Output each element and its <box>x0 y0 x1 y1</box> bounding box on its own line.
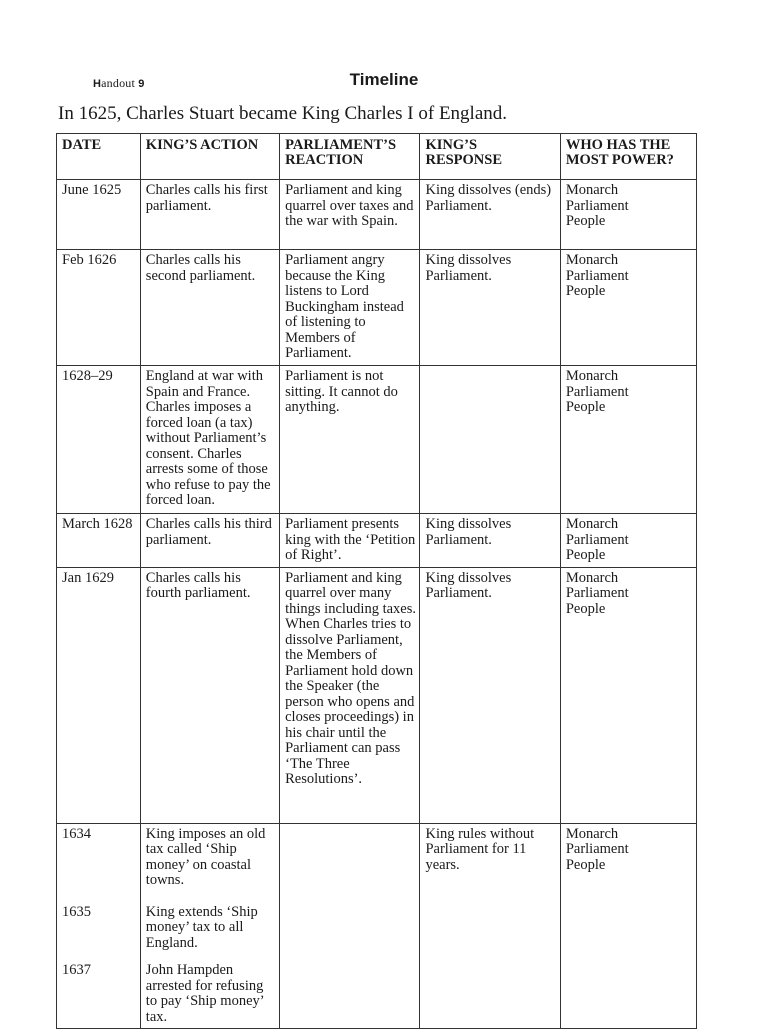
date-cell: 1628–29 <box>57 366 141 514</box>
action-entry: King imposes an old tax called ‘Ship money’ on coastal towns. <box>145 825 266 888</box>
reaction-cell: Parliament and king quarrel over many things including taxes. When Charles tries to dissolve Parliament, the Members of Parliament hold down the Speaker (the person who opens and closes proceedings) in his chair until the Parliament can pass ‘The Three Resolutions’. <box>280 567 420 823</box>
power-option: People <box>565 399 606 415</box>
power-cell <box>560 823 696 1029</box>
action-cell <box>140 823 279 1029</box>
power-cell <box>560 180 696 250</box>
power-option: Parliament <box>565 197 629 214</box>
intro-text: In 1625, Charles Stuart became King Charles I of England. <box>58 103 508 124</box>
date-cell: Feb 1626 <box>57 250 141 366</box>
table-row <box>57 514 697 568</box>
power-option: People <box>565 547 606 563</box>
power-option: Parliament <box>565 841 629 857</box>
action-cell: Charles calls his second parliament. <box>140 250 279 366</box>
power-option: Parliament <box>565 267 629 284</box>
action-cell: England at war with Spain and France. Charles imposes a forced loan (a tax) without Parliament’s consent. Charles arrests some of those who refuse to pay the forced loan. <box>140 366 279 514</box>
header-date: DATE <box>57 134 141 180</box>
table-row <box>57 823 697 1029</box>
header-who-has-power: WHO HAS THE MOST POWER? <box>560 134 696 180</box>
date-cell <box>57 823 141 1029</box>
reaction-cell: Parliament is not sitting. It cannot do anything. <box>280 366 420 514</box>
power-option: Monarch <box>565 569 619 586</box>
date-entry: 1637 <box>62 962 91 978</box>
power-option: Monarch <box>565 182 619 198</box>
reaction-cell: Parliament presents king with the ‘Petition of Right’. <box>280 514 420 568</box>
action-entry: John Hampden arrested for refusing to pay ‘Ship money’ tax. <box>145 962 264 1025</box>
header-parliaments-reaction: PARLIAMENT’S REACTION <box>280 134 420 180</box>
table-header-row <box>57 134 697 180</box>
date-cell: June 1625 <box>57 180 141 250</box>
page-title: Timeline <box>349 70 419 89</box>
reaction-cell: Parliament and king quarrel over taxes and the war with Spain. <box>280 180 420 250</box>
response-cell: King rules without Parliament for 11 years. <box>420 823 560 1029</box>
table-row <box>57 366 697 514</box>
response-cell: King dissolves Parliament. <box>420 567 560 823</box>
response-cell: King dissolves (ends) Parliament. <box>420 180 560 250</box>
date-cell: Jan 1629 <box>57 567 141 823</box>
handout-word: andout <box>101 76 136 90</box>
power-cell <box>560 250 696 366</box>
power-option: Monarch <box>565 516 619 532</box>
power-option: Parliament <box>565 585 629 601</box>
table-row <box>57 567 697 823</box>
action-cell: Charles calls his fourth parliament. <box>140 567 279 823</box>
handout-number: 9 <box>138 78 145 90</box>
power-option: Monarch <box>565 368 619 384</box>
action-entry: King extends ‘Ship money’ tax to all England. <box>145 903 258 951</box>
header-kings-response: KING’S RESPONSE <box>420 134 560 180</box>
power-cell <box>560 366 696 514</box>
action-cell: Charles calls his third parliament. <box>140 514 279 568</box>
table-row <box>57 180 697 250</box>
power-cell <box>560 514 696 568</box>
date-cell: March 1628 <box>57 514 141 568</box>
power-option: People <box>565 600 606 617</box>
date-entry: 1635 <box>62 903 91 920</box>
table-row <box>57 250 697 366</box>
power-option: Parliament <box>565 531 629 548</box>
reaction-cell: Parliament angry because the King listens to Lord Buckingham instead of listening to Members of Parliament. <box>280 250 420 366</box>
power-option: Monarch <box>565 825 619 842</box>
date-entry: 1634 <box>62 825 91 842</box>
power-option: People <box>565 856 606 873</box>
power-option: People <box>565 213 606 229</box>
power-cell <box>560 567 696 823</box>
timeline-table <box>56 133 697 1029</box>
action-cell: Charles calls his first parliament. <box>140 180 279 250</box>
power-option: Monarch <box>565 252 619 268</box>
response-cell: King dissolves Parliament. <box>420 250 560 366</box>
header-kings-action: KING’S ACTION <box>140 134 279 180</box>
handout-prefix: H <box>93 78 102 90</box>
response-cell: King dissolves Parliament. <box>420 514 560 568</box>
reaction-cell <box>280 823 420 1029</box>
power-option: People <box>565 283 606 299</box>
response-cell <box>420 366 560 514</box>
power-option: Parliament <box>565 383 629 400</box>
